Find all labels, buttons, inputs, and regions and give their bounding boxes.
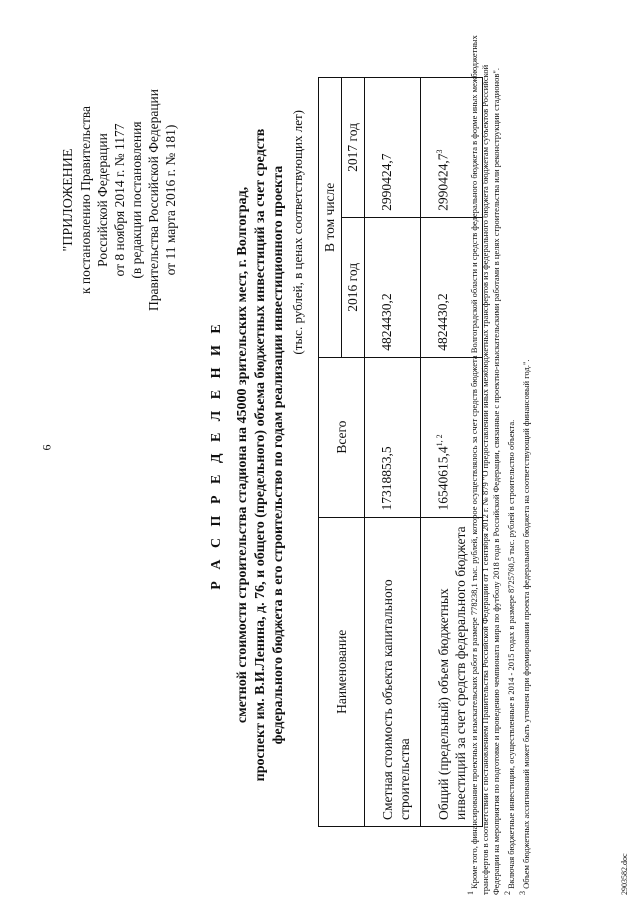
appendix-title: "ПРИЛОЖЕНИЕ [61, 148, 76, 252]
appendix-line: от 11 марта 2016 г. № 181) [163, 124, 178, 276]
footnotes [465, 25, 531, 895]
header-total: Всего [319, 357, 365, 517]
row-name: Общий (предельный) объем бюджетных инвестиций за счет средств федерального бюджета [421, 517, 483, 826]
header-name: Наименование [319, 517, 365, 826]
heading-line: проспект им. В.И.Ленина, д. 76, и общего (предельного) объема бюджетных инвестиций за счет средств [253, 128, 268, 782]
page-number: 6 [39, 444, 54, 451]
footnote: $^2$ Включая бюджетные инвестиции, осуществленные в 2014 - 2015 годах в размере 8725760,5 тыс. рублей в строительство объекта. [502, 419, 516, 895]
header-2016: 2016 год [342, 217, 365, 357]
header-including: В том числе [319, 78, 342, 358]
row-name: Сметная стоимость объекта капитального строительства [365, 517, 421, 826]
row-total: 17318853,5 [365, 357, 421, 517]
document-reference: 2903582.doc [620, 853, 629, 895]
footnote-ref: 3 [435, 149, 444, 154]
header-2017: 2017 год [342, 78, 365, 218]
footnote: $^1$ Кроме того, финансирование проектных и изыскательских работ в размере 778238,1 тыс. рублей, которое осуществлялось за счет средств бюджета Волгоградской области и средств федерального бюджета в форме иных межбюджетных трансфертов в соответствии с постановлением Правительства Российской Федерации от 1 сентября 2012 г. № 879 "О предоставлении иных межбюджетных трансфертов из федерального бюджета бюджетам субъектов Российской Федерации на мероприятия по подготовке и проведению чемпионата мира по футболу 2018 года в Российской Федерации, связанные с проектно-изыскательскими работами в целях строительства или реконструкции стадионов". [466, 35, 501, 895]
row-2016: 4824430,2 [365, 217, 421, 357]
row-2017: 2990424,7$^3$ [421, 78, 483, 218]
heading-title: Р А С П Р Е Д Е Л Е Н И Е [209, 320, 224, 590]
appendix-line: к постановлению Правительства [78, 105, 93, 295]
footnote-ref: 1, 2 [435, 434, 444, 447]
units-note: (тыс. рублей, в ценах соответствующих лет) [290, 110, 305, 355]
footnote: $^3$ Объем бюджетных ассигнований может быть уточнен при формировании проекта федерального бюджета на соответствующий финансовый год.". [517, 359, 531, 895]
appendix-line: от 8 ноября 2014 г. № 1177 [112, 123, 127, 277]
appendix-line: Правительства Российской Федерации [146, 89, 161, 311]
row-total: 16540615,4$^{1, 2}$ [421, 357, 483, 517]
distribution-table [318, 77, 483, 827]
document-heading [208, 125, 288, 785]
row-2017: 2990424,7 [365, 78, 421, 218]
table-row [365, 78, 421, 827]
appendix-line: Российской Федерации [95, 133, 110, 267]
appendix-block [60, 70, 179, 330]
heading-line: сметной стоимости строительства стадиона на 45000 зрительских мест, г. Волгоград, [235, 186, 250, 724]
appendix-line: (в редакции постановления [129, 121, 144, 279]
row-2016: 4824430,2 [421, 217, 483, 357]
heading-line: федерального бюджета в его строительство по годам реализации инвестиционного проекта [271, 165, 286, 745]
